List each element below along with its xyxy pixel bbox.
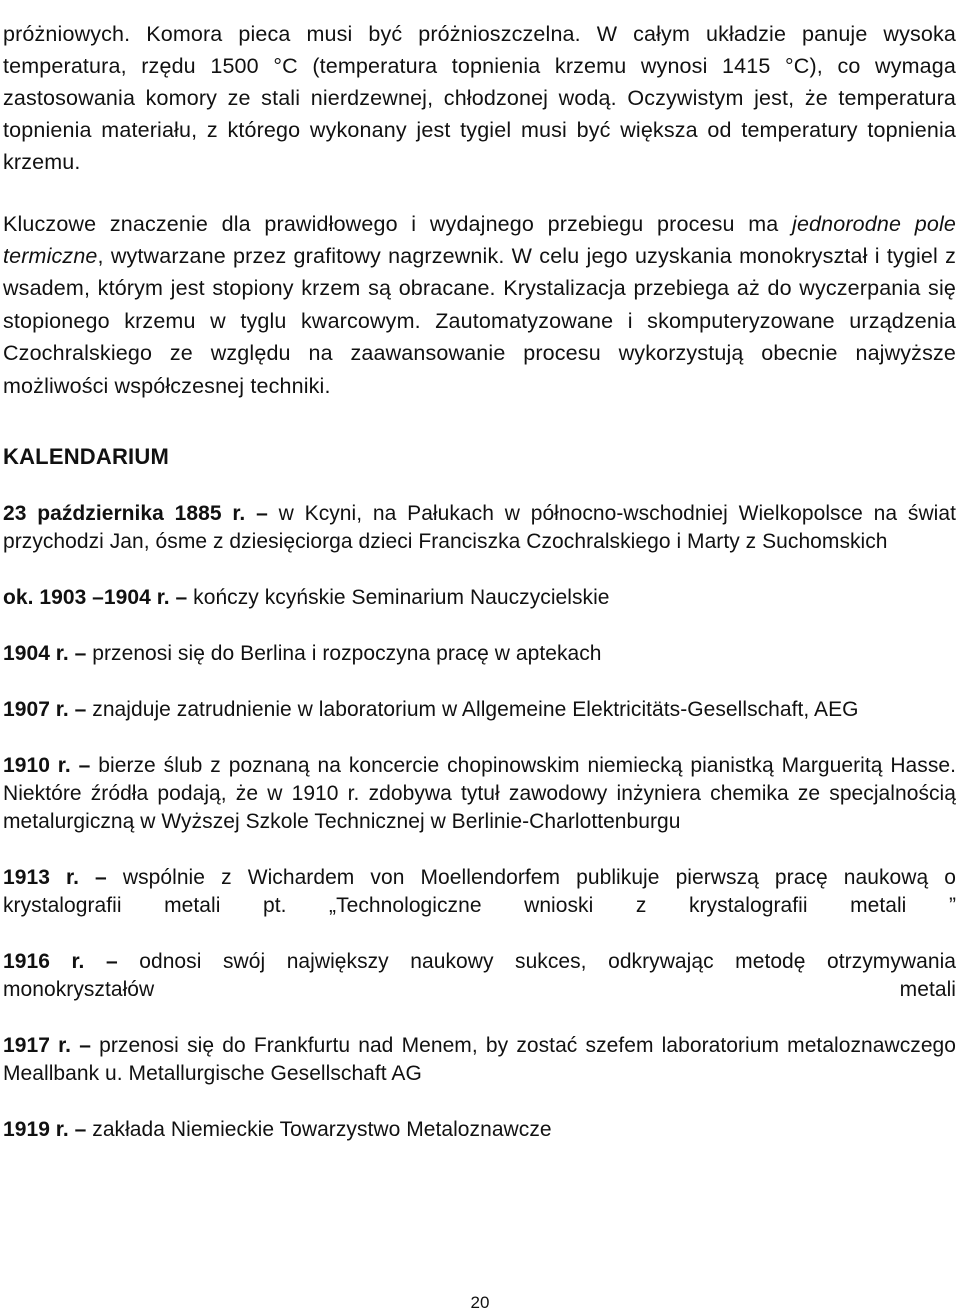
entry-dash: – [78,754,91,777]
entry-dash: – [256,502,268,525]
timeline-entry-1910 [3,752,956,836]
entry-text: przenosi się do Berlina i rozpoczyna pracę w aptekach [92,642,602,665]
entry-date: 1917 r. [3,1034,72,1057]
entry-text: wspólnie z Wichardem von Moellendorfem publikuje pierwszą pracę naukową o krystalografii metali pt. „Technologiczne wnioski z krystalografii metali ” [3,866,957,917]
section-heading: KALENDARIUM [3,444,169,469]
entry-dash: – [105,950,118,973]
timeline [3,500,956,1172]
timeline-entry-1913 [3,864,956,920]
entry-dash: – [79,1034,91,1057]
timeline-entry-1916 [3,948,956,1004]
entry-text: kończy kcyńskie Seminarium Nauczycielskie [193,586,610,609]
entry-date: 1913 r. [3,866,79,889]
entry-text: bierze ślub z poznaną na koncercie chopinowskim niemiecką pianistką Margueritą Hasse. Niektóre źródła podają, że w 1910 r. zdobywa tytuł zawodowy inżyniera chemika ze specjalnością metalurgiczną w Wyższej Szkole Technicznej w Berlinie-Charlottenburgu [3,754,956,833]
entry-date: 1907 r. [3,698,69,721]
entry-dash: – [95,866,107,889]
entry-date: 1919 r. [3,1118,69,1141]
entry-date: 1910 r. [3,754,71,777]
paragraph-thermal-field [3,208,956,402]
entry-dash: – [74,642,87,665]
entry-date: 1904 r. [3,642,69,665]
entry-text: znajduje zatrudnienie w laboratorium w Allgemeine Elektricitäts-Gesellschaft, AEG [92,698,859,721]
entry-date: 1916 r. [3,950,85,973]
entry-text: odnosi swój największy naukowy sukces, odkrywając metodę otrzymywania monokryształów metali [3,950,957,1001]
paragraph-text: , wytwarzane przez grafitowy nagrzewnik. W celu jego uzyskania monokryształ i tygiel z wsadem, którym jest stopiony krzem są obracane. Krystalizacja przebiega aż do wyczerpania się stopionego krzemu w tyglu kwarcowym. Zautomatyzowane i skomputeryzowane urządzenia Czochralskiego ze względu na zaawansowanie procesu wykorzystują obecnie najwyższe możliwości współczesnej techniki. [3,243,956,398]
timeline-entry-1885 [3,500,956,556]
timeline-entry-1904 [3,640,956,668]
emphasized-term: jednorodne pole termiczne [3,211,956,268]
timeline-entry-1917 [3,1032,956,1088]
paragraph-furnace-chamber: próżniowych. Komora pieca musi być próżnioszczelna. W całym układzie panuje wysoka temperatura, rzędu 1500 °C (temperatura topnienia krzemu wynosi 1415 °C), co wymaga zastosowania komory ze stali nierdzewnej, chłodzonej wodą. Oczywistym jest, że temperatura topnienia materiału, z którego wykonany jest tygiel musi być większa od temperatury topnienia krzemu. [3,21,956,174]
entry-text: zakłada Niemieckie Towarzystwo Metaloznawcze [92,1118,552,1141]
entry-text: w Kcyni, na Pałukach w północno-wschodniej Wielkopolsce na świat przychodzi Jan, ósme z dziesięciorga dzieci Franciszka Czochralskiego i Marty z Suchomskich [3,502,957,553]
entry-dash: – [175,586,188,609]
timeline-entry-1919 [3,1116,956,1144]
entry-date: ok. 1903 –1904 r. [3,586,170,609]
paragraph-text: Kluczowe znaczenie dla prawidłowego i wydajnego przebiegu procesu ma [3,211,793,236]
page-number: 20 [470,1293,490,1312]
entry-text: przenosi się do Frankfurtu nad Menem, by zostać szefem laboratorium metaloznawczego Meallbank u. Metallurgische Gesellschaft AG [3,1034,957,1085]
timeline-entry-1903 [3,584,956,612]
timeline-entry-1907 [3,696,956,724]
entry-dash: – [74,1118,87,1141]
entry-dash: – [74,698,87,721]
entry-date: 23 października 1885 r. [3,502,246,525]
